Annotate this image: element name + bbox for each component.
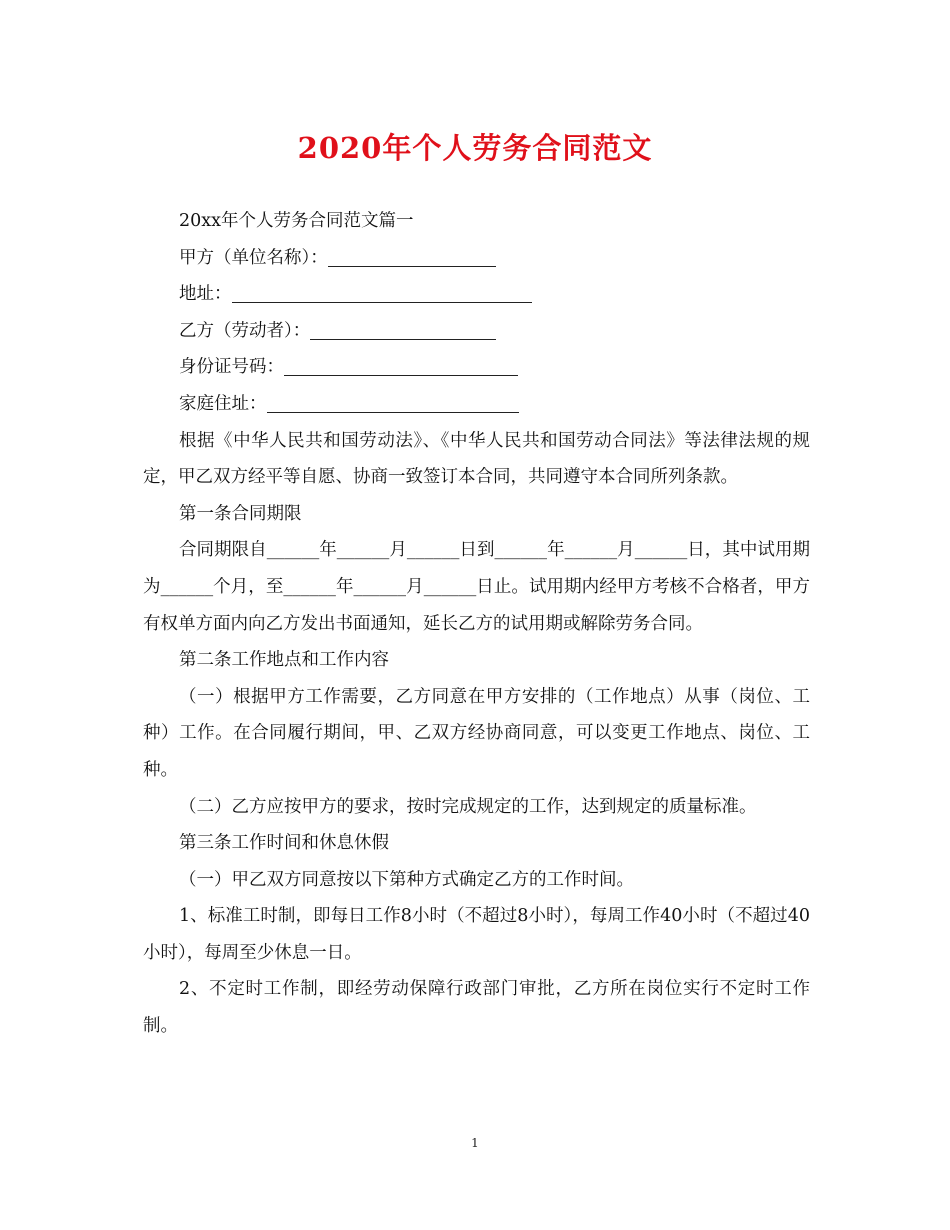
address-blank <box>232 282 532 303</box>
address-field <box>143 276 810 313</box>
intro-paragraph: 根据《中华人民共和国劳动法》、《中华人民共和国劳动合同法》等法律法规的规定，甲乙双方经平等自愿、协商一致签订本合同，共同遵守本合同所列条款。 <box>143 430 810 488</box>
page-number: 1 <box>471 1136 479 1150</box>
party-a-field <box>143 240 810 277</box>
id-label: 身份证号码： <box>179 357 284 378</box>
article-2-paragraph-2: （二）乙方应按甲方的要求，按时完成规定的工作，达到规定的质量标准。 <box>179 796 757 817</box>
document-title: 2020年个人劳务合同范文 <box>297 131 653 165</box>
article-3-title: 第三条工作时间和休息休假 <box>179 833 389 854</box>
document-body <box>143 203 810 1045</box>
id-blank <box>284 355 518 376</box>
party-b-blank <box>310 319 496 340</box>
home-address-blank <box>267 392 519 413</box>
article-1-body: 合同期限自______年______月______日到______年______月______日，其中试用期为______个月，至______年______月______日止。试用期内经甲方考核不合格者，甲方有权单方面内向乙方发出书面通知，延长乙方的试用期或解除劳务合同。 <box>143 540 810 634</box>
party-a-label: 甲方（单位名称）： <box>179 247 328 268</box>
article-3-paragraph-2: 1、标准工时制，即每日工作8小时（不超过8小时），每周工作40小时（不超过40小时），每周至少休息一日。 <box>143 906 810 963</box>
section-heading <box>143 203 810 240</box>
article-3-paragraph-3: 2、不定时工作制，即经劳动保障行政部门审批，乙方所在岗位实行不定时工作制。 <box>143 979 810 1037</box>
article-2-title: 第二条工作地点和工作内容 <box>179 650 389 671</box>
article-1-title: 第一条合同期限 <box>179 503 302 524</box>
section-heading-text: 20xx年个人劳务合同范文篇一 <box>179 211 414 231</box>
article-3-paragraph-1: （一）甲乙双方同意按以下第种方式确定乙方的工作时间。 <box>179 869 634 890</box>
home-address-field <box>143 386 810 423</box>
home-address-label: 家庭住址： <box>179 393 267 414</box>
party-b-field <box>143 313 810 350</box>
party-b-label: 乙方（劳动者）： <box>179 320 311 341</box>
article-2-paragraph-1: （一）根据甲方工作需要，乙方同意在甲方安排的（工作地点）从事（岗位、工种）工作。在合同履行期间，甲、乙双方经协商同意，可以变更工作地点、岗位、工种。 <box>143 686 810 780</box>
address-label: 地址： <box>179 284 232 305</box>
party-a-blank <box>328 246 496 267</box>
id-field <box>143 349 810 386</box>
